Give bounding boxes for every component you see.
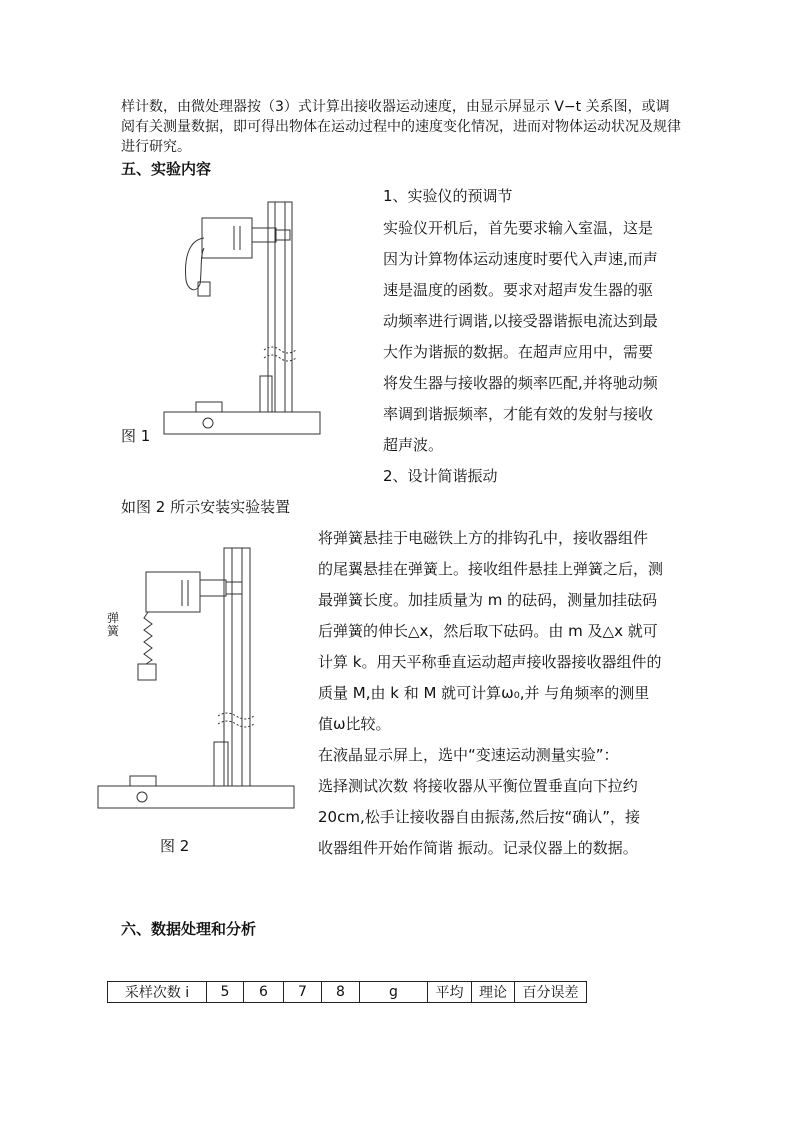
item-2-line: 质量 M,由 k 和 M 就可计算ω₀,并 与角频率的测里 bbox=[318, 684, 650, 702]
item-2-line: 后弹簧的伸长△x，然后取下砝码。由 m 及△x 就可 bbox=[318, 622, 658, 640]
figure-1-caption: 图 1 bbox=[121, 427, 151, 445]
intro-line: 进行研究。 bbox=[121, 139, 191, 155]
item-1-paragraph bbox=[383, 213, 658, 461]
item-2-line: 计算 k。用天平称垂直运动超声接收器接收器组件的 bbox=[318, 653, 662, 671]
item-2-line: 最弹簧长度。加挂质量为 m 的砝码，测量加挂砝码 bbox=[318, 591, 658, 609]
intro-line: 阅有关测量数据，即可得出物体在运动过程中的速度变化情况，进而对物体运动状况及规律 bbox=[121, 119, 681, 135]
item-1-line: 超声波。 bbox=[383, 436, 444, 454]
table-header-cell: g bbox=[360, 982, 428, 1003]
item-2-paragraph bbox=[318, 523, 663, 864]
table-header-cell: 6 bbox=[244, 982, 284, 1003]
table-header-cell: 理论 bbox=[472, 982, 515, 1003]
section-6-heading: 六、数据处理和分析 bbox=[121, 920, 257, 938]
item-1-line: 实验仪开机后，首先要求输入室温，这是 bbox=[383, 219, 654, 237]
table-header-cell: 平均 bbox=[428, 982, 472, 1003]
table-header-cell: 8 bbox=[322, 982, 360, 1003]
figure-2-intro: 如图 2 所示安装实验装置 bbox=[121, 498, 291, 516]
item-2-line: 将弹簧悬挂于电磁铁上方的排钩孔中，接收器组件 bbox=[318, 529, 649, 547]
intro-line: 样计数，由微处理器按（3）式计算出接收器运动速度，由显示屏显示 V−t 关系图，或调 bbox=[121, 99, 670, 115]
item-1-line: 大作为谐振的数据。在超声应用中，需要 bbox=[383, 343, 654, 361]
item-2-line: 20cm,松手让接收器自由振荡,然后按“确认”，接 bbox=[318, 808, 641, 826]
figure-1-apparatus-drawing bbox=[160, 190, 325, 440]
table-header-cell: 5 bbox=[207, 982, 244, 1003]
item-2-line: 的尾翼悬挂在弹簧上。接收组件悬挂上弹簧之后，测 bbox=[318, 560, 664, 578]
item-2-line: 值ω比较。 bbox=[318, 715, 391, 733]
item-2-line: 在液晶显示屏上，选中“变速运动测量实验”： bbox=[318, 746, 619, 764]
figure-2-caption: 图 2 bbox=[160, 837, 190, 855]
item-1-line: 速是温度的函数。要求对超声发生器的驱 bbox=[383, 281, 654, 299]
figure-2-apparatus-drawing bbox=[96, 546, 296, 816]
item-1-line: 将发生器与接收器的频率匹配,并将驰动频 bbox=[383, 374, 658, 392]
section-5-heading: 五、实验内容 bbox=[121, 160, 212, 178]
item-1-line: 因为计算物体运动速度时要代入声速,而声 bbox=[383, 250, 658, 268]
table-header-cell: 7 bbox=[284, 982, 322, 1003]
table-header-row bbox=[108, 982, 587, 1003]
data-table bbox=[107, 981, 587, 1003]
item-1-line: 动频率进行调谐,以接受器谐振电流达到最 bbox=[383, 312, 658, 330]
item-2-line: 选择测试次数 将接收器从平衡位置垂直向下拉约 bbox=[318, 777, 638, 795]
intro-paragraph bbox=[121, 97, 681, 157]
item-2-line: 收器组件开始作简谐 振动。记录仪器上的数据。 bbox=[318, 839, 638, 857]
item-1-line: 率调到谐振频率，才能有效的发射与接收 bbox=[383, 405, 654, 423]
item-2-title: 2、设计简谐振动 bbox=[383, 467, 498, 485]
table-header-cell: 百分误差 bbox=[515, 982, 587, 1003]
spring-label: 弹簧 bbox=[106, 611, 119, 638]
table-header-cell: 采样次数 i bbox=[108, 982, 207, 1003]
item-1-title: 1、实验仪的预调节 bbox=[383, 187, 513, 205]
